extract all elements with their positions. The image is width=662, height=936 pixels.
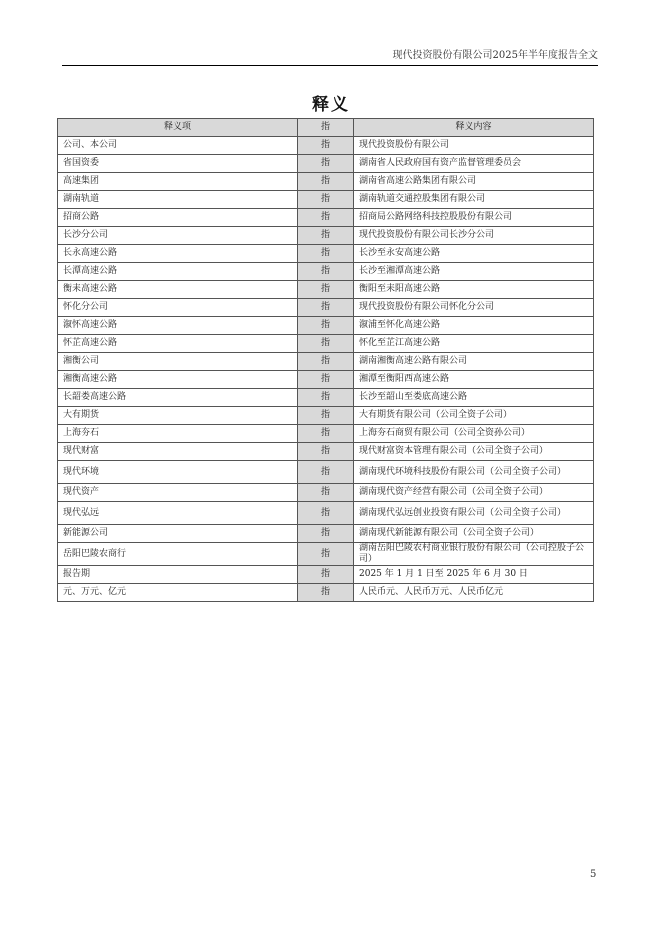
refers-cell: 指 [298, 443, 354, 461]
term-cell: 现代环境 [58, 461, 298, 484]
table-row [58, 484, 594, 502]
meaning-cell: 湖南岳阳巴陵农村商业银行股份有限公司（公司控股子公司） [354, 543, 594, 566]
table-row [58, 263, 594, 281]
refers-cell: 指 [298, 263, 354, 281]
refers-cell: 指 [298, 281, 354, 299]
table-header-row [58, 119, 594, 137]
refers-cell: 指 [298, 227, 354, 245]
table-row [58, 335, 594, 353]
term-cell: 招商公路 [58, 209, 298, 227]
term-cell: 长韶娄高速公路 [58, 389, 298, 407]
table-row [58, 155, 594, 173]
term-cell: 湘衡公司 [58, 353, 298, 371]
term-cell: 长沙分公司 [58, 227, 298, 245]
term-cell: 现代财富 [58, 443, 298, 461]
meaning-cell: 湖南轨道交通控股集团有限公司 [354, 191, 594, 209]
term-cell: 长潭高速公路 [58, 263, 298, 281]
meaning-cell: 湖南现代新能源有限公司（公司全资子公司） [354, 525, 594, 543]
refers-cell: 指 [298, 191, 354, 209]
meaning-cell: 长沙至韶山至娄底高速公路 [354, 389, 594, 407]
table-row [58, 281, 594, 299]
definitions-table [57, 118, 594, 602]
refers-cell: 指 [298, 137, 354, 155]
term-cell: 怀化分公司 [58, 299, 298, 317]
refers-cell: 指 [298, 484, 354, 502]
table-row [58, 137, 594, 155]
meaning-cell: 长沙至湘潭高速公路 [354, 263, 594, 281]
meaning-cell: 现代投资股份有限公司怀化分公司 [354, 299, 594, 317]
refers-cell: 指 [298, 353, 354, 371]
table-row [58, 371, 594, 389]
meaning-cell: 湖南湘衡高速公路有限公司 [354, 353, 594, 371]
table-row [58, 245, 594, 263]
header-meaning: 释义内容 [354, 119, 594, 137]
refers-cell: 指 [298, 209, 354, 227]
term-cell: 溆怀高速公路 [58, 317, 298, 335]
table-row [58, 317, 594, 335]
meaning-cell: 衡阳至耒阳高速公路 [354, 281, 594, 299]
meaning-cell: 湘潭至衡阳西高速公路 [354, 371, 594, 389]
table-row [58, 461, 594, 484]
table-row [58, 425, 594, 443]
term-cell: 湖南轨道 [58, 191, 298, 209]
refers-cell: 指 [298, 299, 354, 317]
meaning-cell: 湖南省高速公路集团有限公司 [354, 173, 594, 191]
refers-cell: 指 [298, 335, 354, 353]
refers-cell: 指 [298, 525, 354, 543]
meaning-cell: 现代投资股份有限公司长沙分公司 [354, 227, 594, 245]
meaning-cell: 湖南省人民政府国有资产监督管理委员会 [354, 155, 594, 173]
meaning-cell: 2025 年 1 月 1 日至 2025 年 6 月 30 日 [354, 566, 594, 584]
refers-cell: 指 [298, 389, 354, 407]
header-term: 释义项 [58, 119, 298, 137]
header-refers: 指 [298, 119, 354, 137]
refers-cell: 指 [298, 155, 354, 173]
refers-cell: 指 [298, 543, 354, 566]
table-row [58, 191, 594, 209]
term-cell: 新能源公司 [58, 525, 298, 543]
page-number: 5 [590, 869, 597, 880]
term-cell: 高速集团 [58, 173, 298, 191]
term-cell: 公司、本公司 [58, 137, 298, 155]
meaning-cell: 现代财富资本管理有限公司（公司全资子公司） [354, 443, 594, 461]
meaning-cell: 湖南现代环境科技股份有限公司（公司全资子公司） [354, 461, 594, 484]
refers-cell: 指 [298, 584, 354, 602]
meaning-cell: 大有期货有限公司（公司全资子公司） [354, 407, 594, 425]
page-header: 现代投资股份有限公司2025年半年度报告全文 [62, 46, 598, 66]
term-cell: 长永高速公路 [58, 245, 298, 263]
refers-cell: 指 [298, 425, 354, 443]
term-cell: 衡耒高速公路 [58, 281, 298, 299]
refers-cell: 指 [298, 371, 354, 389]
term-cell: 元、万元、亿元 [58, 584, 298, 602]
table-row [58, 299, 594, 317]
table-row [58, 543, 594, 566]
table-row [58, 502, 594, 525]
term-cell: 省国资委 [58, 155, 298, 173]
table-row [58, 525, 594, 543]
refers-cell: 指 [298, 566, 354, 584]
table-row [58, 389, 594, 407]
refers-cell: 指 [298, 317, 354, 335]
refers-cell: 指 [298, 173, 354, 191]
table-row [58, 566, 594, 584]
table-row [58, 407, 594, 425]
meaning-cell: 怀化至芷江高速公路 [354, 335, 594, 353]
table-row [58, 227, 594, 245]
refers-cell: 指 [298, 461, 354, 484]
meaning-cell: 上海夯石商贸有限公司（公司全资孙公司） [354, 425, 594, 443]
term-cell: 报告期 [58, 566, 298, 584]
refers-cell: 指 [298, 245, 354, 263]
table-row [58, 443, 594, 461]
refers-cell: 指 [298, 407, 354, 425]
meaning-cell: 长沙至永安高速公路 [354, 245, 594, 263]
term-cell: 现代弘远 [58, 502, 298, 525]
term-cell: 大有期货 [58, 407, 298, 425]
meaning-cell: 湖南现代资产经营有限公司（公司全资子公司） [354, 484, 594, 502]
table-row [58, 353, 594, 371]
meaning-cell: 溆浦至怀化高速公路 [354, 317, 594, 335]
table-body [58, 137, 594, 602]
meaning-cell: 招商局公路网络科技控股股份有限公司 [354, 209, 594, 227]
meaning-cell: 现代投资股份有限公司 [354, 137, 594, 155]
term-cell: 湘衡高速公路 [58, 371, 298, 389]
table-row [58, 209, 594, 227]
refers-cell: 指 [298, 502, 354, 525]
table-row [58, 584, 594, 602]
term-cell: 怀芷高速公路 [58, 335, 298, 353]
term-cell: 现代资产 [58, 484, 298, 502]
page-title: 释义 [312, 95, 350, 115]
meaning-cell: 人民币元、人民币万元、人民币亿元 [354, 584, 594, 602]
term-cell: 上海夯石 [58, 425, 298, 443]
meaning-cell: 湖南现代弘远创业投资有限公司（公司全资子公司） [354, 502, 594, 525]
term-cell: 岳阳巴陵农商行 [58, 543, 298, 566]
table-row [58, 173, 594, 191]
